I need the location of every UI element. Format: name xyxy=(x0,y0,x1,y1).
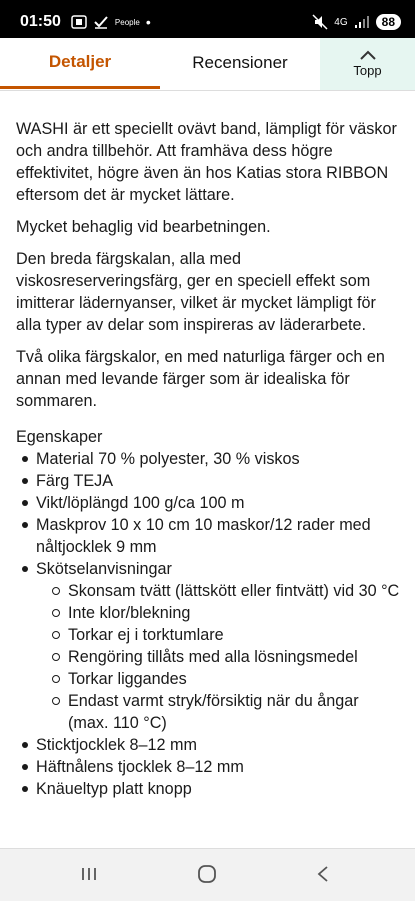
checkmark-icon xyxy=(93,15,109,29)
description-paragraph: Mycket behaglig vid bearbetningen. xyxy=(16,218,271,236)
dot-icon: • xyxy=(145,14,151,30)
recent-apps-icon xyxy=(80,866,98,882)
notification-label: People xyxy=(114,17,140,27)
back-to-top-button[interactable] xyxy=(320,38,415,90)
home-icon xyxy=(197,864,217,884)
back-button[interactable] xyxy=(308,861,338,887)
properties-heading: Egenskaper xyxy=(16,428,103,446)
tab-reviews[interactable]: Recensioner xyxy=(192,53,288,72)
screenshot-icon xyxy=(71,15,87,29)
care-item: Skonsam tvätt (lättskött eller fintvätt) vid 30 °C xyxy=(50,580,401,602)
properties-list xyxy=(16,448,401,800)
property-item: Material 70 % polyester, 30 % viskos xyxy=(16,448,401,470)
chevron-up-icon xyxy=(359,50,377,61)
back-to-top-label: Topp xyxy=(353,63,382,78)
network-label: 4G xyxy=(334,16,348,28)
property-item-care xyxy=(16,558,401,734)
care-item: Endast varmt stryk/försiktig när du ångar (max. 110 °C) xyxy=(50,690,401,734)
tab-bar xyxy=(0,38,415,91)
tab-details[interactable]: Detaljer xyxy=(0,38,160,89)
care-item: Torkar liggandes xyxy=(50,668,401,690)
system-nav-bar xyxy=(0,848,415,901)
property-item: Maskprov 10 x 10 cm 10 maskor/12 rader med nåltjocklek 9 mm xyxy=(16,514,401,558)
property-item: Sticktjocklek 8–12 mm xyxy=(16,734,401,756)
care-heading: Skötselanvisningar xyxy=(36,560,172,578)
signal-icon xyxy=(354,15,370,29)
product-details xyxy=(16,118,401,800)
property-item: Knäueltyp platt knopp xyxy=(16,778,401,800)
property-item: Färg TEJA xyxy=(16,470,401,492)
care-item: Inte klor/blekning xyxy=(50,602,401,624)
recent-apps-button[interactable] xyxy=(74,861,104,887)
back-icon xyxy=(316,865,330,883)
description-paragraph: Den breda färgskalan, alla med viskosreserveringsfärg, ger en speciell effekt som imitterar lädernyanser, vilket är mycket lämpligt för alla typer av delar som inspireras av läderarbete. xyxy=(16,250,376,334)
description-paragraph: Två olika färgskalor, en med naturliga färger och en annan med levande färger som är idealiska för sommaren. xyxy=(16,348,385,410)
property-item: Vikt/löplängd 100 g/ca 100 m xyxy=(16,492,401,514)
description-paragraph: WASHI är ett speciellt ovävt band, lämpligt för väskor och andra tillbehör. Att framhäva dess högre effektivitet, högre även än hos Katias stora RIBBON eftersom det är mycket lättare. xyxy=(16,120,397,204)
home-button[interactable] xyxy=(192,861,222,887)
battery-indicator: 88 xyxy=(376,14,401,30)
care-list xyxy=(36,580,401,734)
care-item: Rengöring tillåts med alla lösningsmedel xyxy=(50,646,401,668)
status-right xyxy=(312,14,401,30)
notification-icons xyxy=(71,14,151,30)
property-item: Häftnålens tjocklek 8–12 mm xyxy=(16,756,401,778)
mute-icon xyxy=(312,14,328,30)
status-time: 01:50 xyxy=(20,13,61,30)
care-item: Torkar ej i torktumlare xyxy=(50,624,401,646)
